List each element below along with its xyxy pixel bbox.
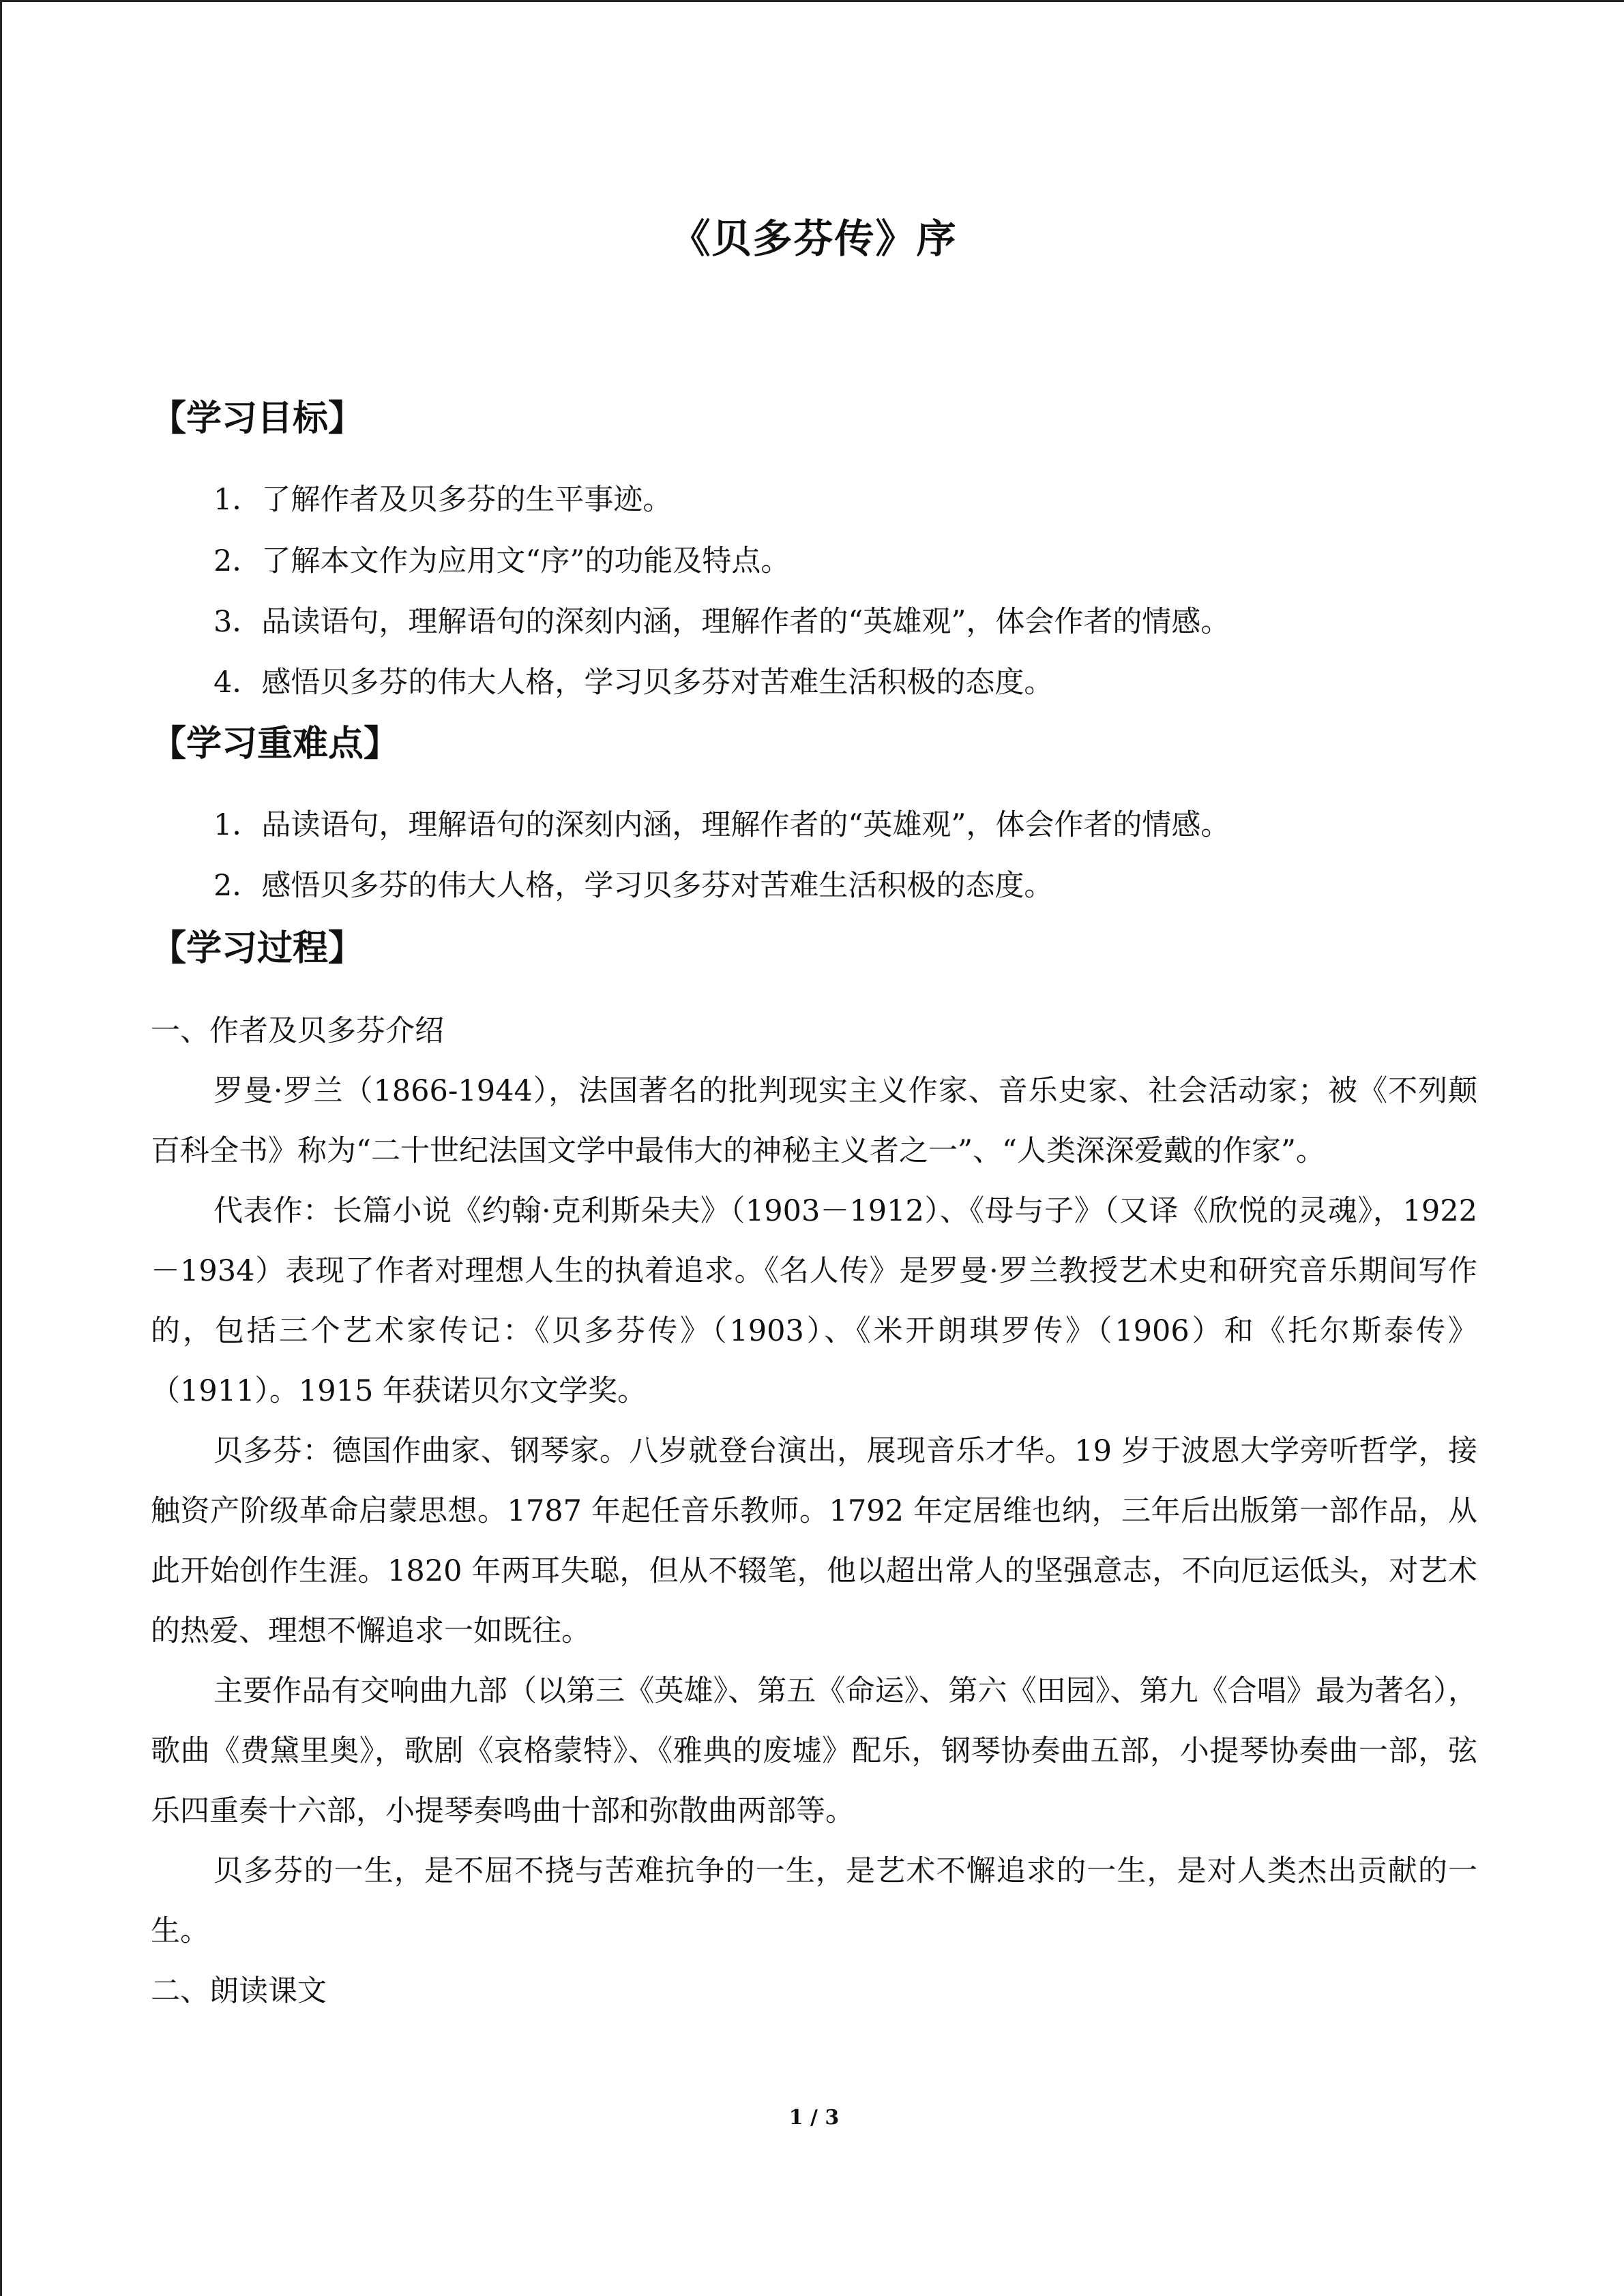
part2-title: 二、朗读课文	[151, 1974, 327, 2008]
goal-item: 1．了解作者及贝多芬的生平事迹。	[213, 483, 673, 517]
process-content	[151, 1001, 1477, 2021]
goal-item: 4．感悟贝多芬的伟大人格，学习贝多芬对苦难生活积极的态度。	[213, 666, 1054, 700]
paragraph-beethoven: 贝多芬：德国作曲家、钢琴家。八岁就登台演出，展现音乐才华。19 岁于波恩大学旁听哲学，接触资产阶级革命启蒙思想。1787 年起任音乐教师。1792 年定居维也纳，三年后出版第一部作品，从此开始创作生涯。1820 年两耳失聪，但从不辍笔，他以超出常人的坚强意志，不向厄运低头，对艺术的热爱、理想不懈追求一如既往。	[151, 1434, 1477, 1648]
key-point-item: 2．感悟贝多芬的伟大人格，学习贝多芬对苦难生活积极的态度。	[213, 869, 1054, 903]
goal-item: 3．品读语句，理解语句的深刻内涵，理解作者的“英雄观”，体会作者的情感。	[213, 605, 1230, 639]
section-heading-process: 【学习过程】	[151, 928, 364, 969]
paragraph-author: 罗曼·罗兰（1866-1944），法国著名的批判现实主义作家、音乐史家、社会活动家；被《不列颠百科全书》称为“二十世纪法国文学中最伟大的神秘主义者之一”、“人类深深爱戴的作家”。	[151, 1074, 1477, 1168]
key-point-item: 1．品读语句，理解语句的深刻内涵，理解作者的“英雄观”，体会作者的情感。	[213, 808, 1230, 842]
paragraph-summary: 贝多芬的一生，是不屈不挠与苦难抗争的一生，是艺术不懈追求的一生，是对人类杰出贡献的一生。	[151, 1854, 1477, 1948]
goal-item: 2．了解本文作为应用文“序”的功能及特点。	[213, 544, 791, 578]
paragraph-major-works: 主要作品有交响曲九部（以第三《英雄》、第五《命运》、第六《田园》、第九《合唱》最为著名），歌曲《费黛里奥》，歌剧《哀格蒙特》、《雅典的废墟》配乐，钢琴协奏曲五部，小提琴协奏曲一部，弦乐四重奏十六部，小提琴奏鸣曲十部和弥散曲两部等。	[151, 1674, 1477, 1828]
section-heading-goals: 【学习目标】	[151, 398, 364, 439]
page-title: 《贝多芬传》序	[670, 215, 958, 262]
part1-title: 一、作者及贝多芬介绍	[151, 1014, 444, 1048]
page-number: 1 / 3	[788, 2106, 840, 2130]
paragraph-works: 代表作：长篇小说《约翰·克利斯朵夫》（1903－1912）、《母与子》（又译《欣悦的灵魂》，1922－1934）表现了作者对理想人生的执着追求。《名人传》是罗曼·罗兰教授艺术史和研究音乐期间写作的，包括三个艺术家传记：《贝多芬传》（1903）、《米开朗琪罗传》（1906）和《托尔斯泰传》（1911）。1915 年获诺贝尔文学奖。	[151, 1194, 1477, 1408]
section-heading-key-points: 【学习重难点】	[151, 724, 400, 764]
